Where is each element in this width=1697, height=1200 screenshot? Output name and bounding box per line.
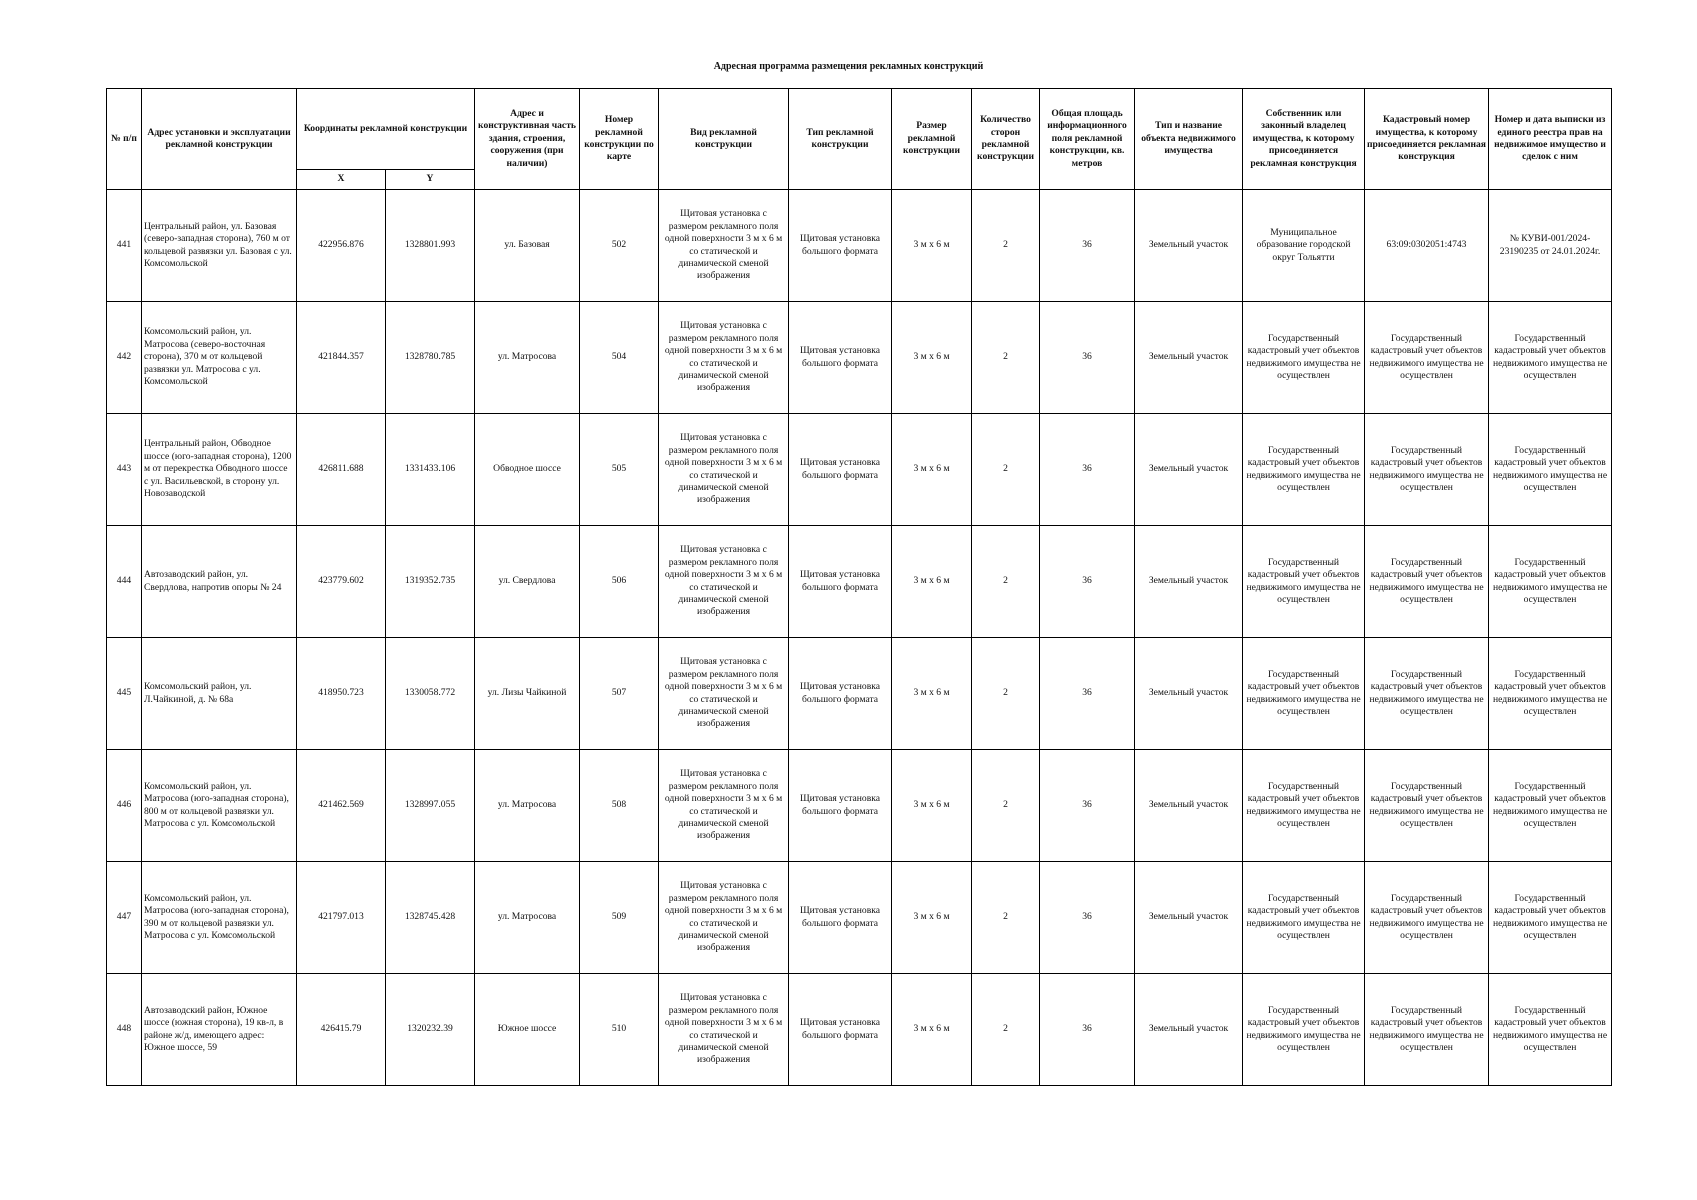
cell-building: ул. Свердлова	[475, 526, 580, 638]
cell-property: Земельный участок	[1135, 526, 1243, 638]
cell-sides: 2	[972, 302, 1040, 414]
cell-registry: № КУВИ-001/2024-23190235 от 24.01.2024г.	[1489, 190, 1612, 302]
cell-area: 36	[1040, 974, 1135, 1086]
cell-cadastral: Государственный кадастровый учет объектов недвижимого имущества не осуществлен	[1365, 862, 1489, 974]
cell-map-number: 506	[580, 526, 659, 638]
header-y: Y	[386, 170, 475, 190]
cell-building: ул. Базовая	[475, 190, 580, 302]
cell-num: 446	[107, 750, 142, 862]
cell-area: 36	[1040, 750, 1135, 862]
header-address: Адрес установки и эксплуатации рекламной конструкции	[142, 89, 297, 190]
cell-type: Щитовая установка большого формата	[789, 414, 892, 526]
cell-cadastral: Государственный кадастровый учет объектов недвижимого имущества не осуществлен	[1365, 302, 1489, 414]
cell-map-number: 502	[580, 190, 659, 302]
cell-property: Земельный участок	[1135, 414, 1243, 526]
cell-owner: Государственный кадастровый учет объектов недвижимого имущества не осуществлен	[1243, 974, 1365, 1086]
cell-area: 36	[1040, 190, 1135, 302]
cell-address: Комсомольский район, ул. Л.Чайкиной, д. № 68а	[142, 638, 297, 750]
header-sides: Количество сторон рекламной конструкции	[972, 89, 1040, 190]
cell-property: Земельный участок	[1135, 750, 1243, 862]
cell-num: 448	[107, 974, 142, 1086]
cell-kind: Щитовая установка с размером рекламного поля одной поверхности 3 м х 6 м со статической и динамической сменой изображения	[659, 190, 789, 302]
cell-x: 421844.357	[297, 302, 386, 414]
cell-y: 1328745.428	[386, 862, 475, 974]
cell-property: Земельный участок	[1135, 974, 1243, 1086]
header-cadastral: Кадастровый номер имущества, к которому присоединяется рекламная конструкция	[1365, 89, 1489, 190]
cell-x: 426415.79	[297, 974, 386, 1086]
header-owner: Собственник или законный владелец имущества, к которому присоединяется рекламная конструкция	[1243, 89, 1365, 190]
cell-x: 423779.602	[297, 526, 386, 638]
cell-registry: Государственный кадастровый учет объектов недвижимого имущества не осуществлен	[1489, 862, 1612, 974]
cell-address: Центральный район, Обводное шоссе (юго-западная сторона), 1200 м от перекрестка Обводного шоссе с ул. Васильевской, в сторону ул. Новозаводской	[142, 414, 297, 526]
cell-type: Щитовая установка большого формата	[789, 974, 892, 1086]
table-row	[107, 302, 1612, 414]
cell-cadastral: 63:09:0302051:4743	[1365, 190, 1489, 302]
cell-y: 1331433.106	[386, 414, 475, 526]
cell-address: Комсомольский район, ул. Матросова (юго-западная сторона), 800 м от кольцевой развязки ул. Матросова с ул. Комсомольской	[142, 750, 297, 862]
cell-map-number: 508	[580, 750, 659, 862]
cell-y: 1328997.055	[386, 750, 475, 862]
table-row	[107, 750, 1612, 862]
cell-type: Щитовая установка большого формата	[789, 526, 892, 638]
cell-map-number: 507	[580, 638, 659, 750]
cell-address: Центральный район, ул. Базовая (северо-западная сторона), 760 м от кольцевой развязки ул. Базовая с ул. Комсомольской	[142, 190, 297, 302]
cell-owner: Государственный кадастровый учет объектов недвижимого имущества не осуществлен	[1243, 414, 1365, 526]
cell-address: Комсомольский район, ул. Матросова (юго-западная сторона), 390 м от кольцевой развязки ул. Матросова с ул. Комсомольской	[142, 862, 297, 974]
cell-size: 3 м х 6 м	[892, 638, 972, 750]
cell-y: 1320232.39	[386, 974, 475, 1086]
cell-type: Щитовая установка большого формата	[789, 750, 892, 862]
cell-map-number: 505	[580, 414, 659, 526]
cell-sides: 2	[972, 526, 1040, 638]
cell-x: 426811.688	[297, 414, 386, 526]
cell-kind: Щитовая установка с размером рекламного поля одной поверхности 3 м х 6 м со статической и динамической сменой изображения	[659, 302, 789, 414]
cell-sides: 2	[972, 414, 1040, 526]
cell-size: 3 м х 6 м	[892, 750, 972, 862]
cell-cadastral: Государственный кадастровый учет объектов недвижимого имущества не осуществлен	[1365, 414, 1489, 526]
header-kind: Вид рекламной конструкции	[659, 89, 789, 190]
table-row	[107, 414, 1612, 526]
cell-kind: Щитовая установка с размером рекламного поля одной поверхности 3 м х 6 м со статической и динамической сменой изображения	[659, 750, 789, 862]
header-size: Размер рекламной конструкции	[892, 89, 972, 190]
cell-building: Южное шоссе	[475, 974, 580, 1086]
cell-building: ул. Матросова	[475, 302, 580, 414]
header-building: Адрес и конструктивная часть здания, строения, сооружения (при наличии)	[475, 89, 580, 190]
cell-size: 3 м х 6 м	[892, 190, 972, 302]
cell-cadastral: Государственный кадастровый учет объектов недвижимого имущества не осуществлен	[1365, 750, 1489, 862]
cell-sides: 2	[972, 190, 1040, 302]
cell-registry: Государственный кадастровый учет объектов недвижимого имущества не осуществлен	[1489, 526, 1612, 638]
cell-x: 422956.876	[297, 190, 386, 302]
table-row	[107, 862, 1612, 974]
cell-owner: Государственный кадастровый учет объектов недвижимого имущества не осуществлен	[1243, 750, 1365, 862]
cell-kind: Щитовая установка с размером рекламного поля одной поверхности 3 м х 6 м со статической и динамической сменой изображения	[659, 526, 789, 638]
cell-x: 421797.013	[297, 862, 386, 974]
cell-num: 443	[107, 414, 142, 526]
cell-building: ул. Матросова	[475, 862, 580, 974]
header-coords: Координаты рекламной конструкции	[297, 89, 475, 170]
cell-map-number: 510	[580, 974, 659, 1086]
cell-y: 1328801.993	[386, 190, 475, 302]
cell-sides: 2	[972, 862, 1040, 974]
cell-y: 1328780.785	[386, 302, 475, 414]
cell-address: Автозаводский район, Южное шоссе (южная сторона), 19 кв-л, в районе ж/д, имеющего адрес: Южное шоссе, 59	[142, 974, 297, 1086]
cell-registry: Государственный кадастровый учет объектов недвижимого имущества не осуществлен	[1489, 638, 1612, 750]
cell-owner: Государственный кадастровый учет объектов недвижимого имущества не осуществлен	[1243, 302, 1365, 414]
table-row	[107, 974, 1612, 1086]
cell-owner: Муниципальное образование городской округ Тольятти	[1243, 190, 1365, 302]
cell-size: 3 м х 6 м	[892, 974, 972, 1086]
cell-num: 447	[107, 862, 142, 974]
cell-sides: 2	[972, 638, 1040, 750]
header-num: № п/п	[107, 89, 142, 190]
cell-cadastral: Государственный кадастровый учет объектов недвижимого имущества не осуществлен	[1365, 638, 1489, 750]
header-property: Тип и название объекта недвижимого имущества	[1135, 89, 1243, 190]
cell-property: Земельный участок	[1135, 302, 1243, 414]
document-title: Адресная программа размещения рекламных конструкций	[713, 61, 984, 72]
cell-sides: 2	[972, 974, 1040, 1086]
cell-kind: Щитовая установка с размером рекламного поля одной поверхности 3 м х 6 м со статической и динамической сменой изображения	[659, 414, 789, 526]
cell-size: 3 м х 6 м	[892, 414, 972, 526]
cell-area: 36	[1040, 638, 1135, 750]
cell-size: 3 м х 6 м	[892, 302, 972, 414]
cell-y: 1319352.735	[386, 526, 475, 638]
cell-area: 36	[1040, 526, 1135, 638]
cell-kind: Щитовая установка с размером рекламного поля одной поверхности 3 м х 6 м со статической и динамической сменой изображения	[659, 974, 789, 1086]
cell-owner: Государственный кадастровый учет объектов недвижимого имущества не осуществлен	[1243, 862, 1365, 974]
cell-building: ул. Матросова	[475, 750, 580, 862]
table-row	[107, 190, 1612, 302]
cell-x: 421462.569	[297, 750, 386, 862]
cell-kind: Щитовая установка с размером рекламного поля одной поверхности 3 м х 6 м со статической и динамической сменой изображения	[659, 862, 789, 974]
cell-property: Земельный участок	[1135, 862, 1243, 974]
cell-property: Земельный участок	[1135, 638, 1243, 750]
cell-building: ул. Лизы Чайкиной	[475, 638, 580, 750]
cell-registry: Государственный кадастровый учет объектов недвижимого имущества не осуществлен	[1489, 414, 1612, 526]
cell-type: Щитовая установка большого формата	[789, 302, 892, 414]
header-area: Общая площадь информационного поля рекламной конструкции, кв. метров	[1040, 89, 1135, 190]
cell-owner: Государственный кадастровый учет объектов недвижимого имущества не осуществлен	[1243, 526, 1365, 638]
advertising-program-table	[106, 88, 1612, 1086]
cell-area: 36	[1040, 302, 1135, 414]
cell-y: 1330058.772	[386, 638, 475, 750]
cell-sides: 2	[972, 750, 1040, 862]
cell-building: Обводное шоссе	[475, 414, 580, 526]
cell-map-number: 509	[580, 862, 659, 974]
cell-size: 3 м х 6 м	[892, 526, 972, 638]
cell-area: 36	[1040, 414, 1135, 526]
cell-address: Комсомольский район, ул. Матросова (северо-восточная сторона), 370 м от кольцевой развязки ул. Матросова с ул. Комсомольской	[142, 302, 297, 414]
cell-cadastral: Государственный кадастровый учет объектов недвижимого имущества не осуществлен	[1365, 526, 1489, 638]
header-x: X	[297, 170, 386, 190]
cell-registry: Государственный кадастровый учет объектов недвижимого имущества не осуществлен	[1489, 974, 1612, 1086]
header-registry: Номер и дата выписки из единого реестра прав на недвижимое имущество и сделок с ним	[1489, 89, 1612, 190]
cell-kind: Щитовая установка с размером рекламного поля одной поверхности 3 м х 6 м со статической и динамической сменой изображения	[659, 638, 789, 750]
cell-x: 418950.723	[297, 638, 386, 750]
cell-registry: Государственный кадастровый учет объектов недвижимого имущества не осуществлен	[1489, 750, 1612, 862]
table-row	[107, 526, 1612, 638]
cell-owner: Государственный кадастровый учет объектов недвижимого имущества не осуществлен	[1243, 638, 1365, 750]
cell-type: Щитовая установка большого формата	[789, 190, 892, 302]
cell-registry: Государственный кадастровый учет объектов недвижимого имущества не осуществлен	[1489, 302, 1612, 414]
cell-num: 444	[107, 526, 142, 638]
cell-type: Щитовая установка большого формата	[789, 862, 892, 974]
cell-cadastral: Государственный кадастровый учет объектов недвижимого имущества не осуществлен	[1365, 974, 1489, 1086]
cell-address: Автозаводский район, ул. Свердлова, напротив опоры № 24	[142, 526, 297, 638]
cell-num: 442	[107, 302, 142, 414]
cell-property: Земельный участок	[1135, 190, 1243, 302]
cell-area: 36	[1040, 862, 1135, 974]
cell-map-number: 504	[580, 302, 659, 414]
cell-type: Щитовая установка большого формата	[789, 638, 892, 750]
cell-num: 441	[107, 190, 142, 302]
table-row	[107, 638, 1612, 750]
header-map-number: Номер рекламной конструкции по карте	[580, 89, 659, 190]
cell-num: 445	[107, 638, 142, 750]
header-type: Тип рекламной конструкции	[789, 89, 892, 190]
cell-size: 3 м х 6 м	[892, 862, 972, 974]
